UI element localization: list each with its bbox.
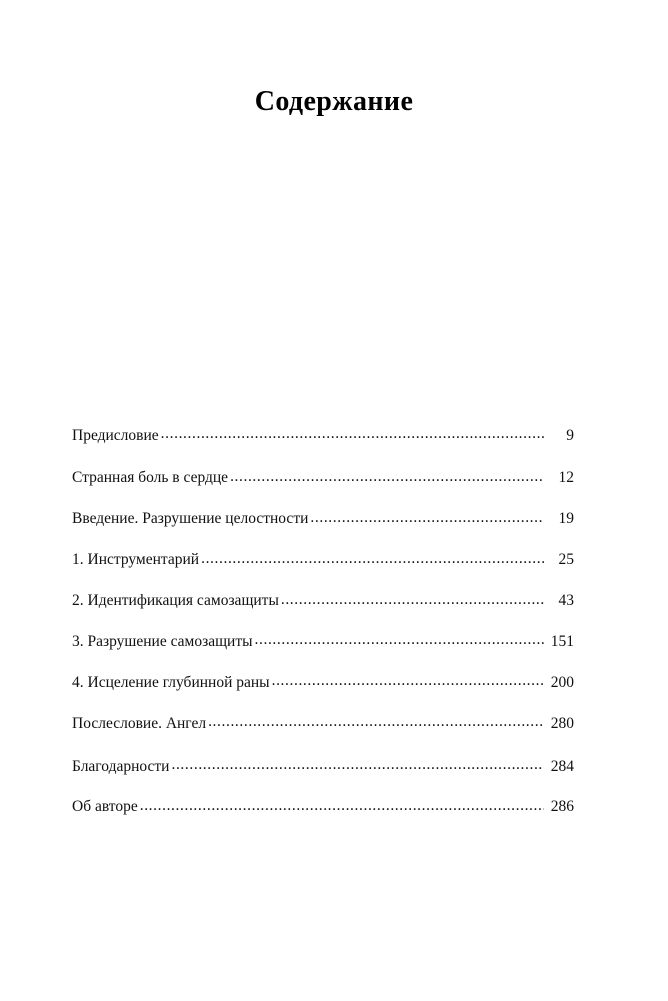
toc-entry-page: 19 bbox=[558, 510, 574, 528]
toc-entry-title: 3. Разрушение самозащиты bbox=[72, 632, 253, 650]
page-title: Содержание bbox=[254, 86, 414, 117]
toc-entry-title: Об авторе bbox=[72, 798, 138, 816]
toc-leader-dots bbox=[201, 549, 544, 565]
toc-entry[interactable] bbox=[72, 755, 574, 776]
toc-leader-dots bbox=[161, 424, 544, 440]
toc-entry[interactable] bbox=[72, 590, 574, 611]
toc-leader-dots bbox=[255, 630, 544, 646]
toc-entry[interactable] bbox=[72, 630, 574, 651]
toc-entry[interactable] bbox=[72, 467, 574, 488]
toc-entry[interactable] bbox=[72, 549, 574, 570]
toc-entry-page: 25 bbox=[558, 551, 574, 569]
toc-entry-title: Странная боль в сердце bbox=[72, 469, 229, 487]
toc-entry-title: 2. Идентификация самозащиты bbox=[72, 592, 279, 609]
toc-leader-dots bbox=[272, 671, 544, 687]
toc-leader-dots bbox=[230, 467, 544, 483]
toc-entry-page: 9 bbox=[566, 426, 574, 444]
toc-entry-page: 12 bbox=[558, 469, 574, 487]
toc-entry-title: Предисловие bbox=[72, 426, 159, 444]
toc-entry[interactable] bbox=[72, 671, 574, 692]
toc-leader-dots bbox=[140, 796, 544, 812]
toc-leader-dots bbox=[171, 755, 544, 771]
toc-entry-page: 151 bbox=[550, 632, 574, 650]
toc-leader-dots bbox=[310, 508, 544, 524]
toc-entry[interactable] bbox=[72, 424, 574, 445]
toc-entry-title: 1. Инструментарий bbox=[72, 551, 200, 569]
toc-leader-dots bbox=[208, 712, 544, 728]
toc-entry-page: 200 bbox=[550, 673, 574, 691]
toc-leader-dots bbox=[281, 590, 544, 606]
toc-entry-title: Благодарности bbox=[72, 757, 170, 775]
toc-entry-page: 280 bbox=[550, 714, 574, 732]
toc-entry-page: 286 bbox=[550, 798, 574, 816]
toc-entry-title: Послесловие. Ангел bbox=[72, 714, 207, 732]
table-of-contents bbox=[72, 424, 574, 817]
toc-entry[interactable] bbox=[72, 796, 574, 817]
toc-entry-title: Введение. Разрушение целостности bbox=[72, 510, 309, 528]
toc-entry-page: 43 bbox=[558, 592, 574, 609]
toc-entry-page: 284 bbox=[550, 757, 574, 775]
toc-entry[interactable] bbox=[72, 508, 574, 529]
toc-entry-title: 4. Исцеление глубинной раны bbox=[72, 673, 270, 691]
toc-entry[interactable] bbox=[72, 712, 574, 733]
